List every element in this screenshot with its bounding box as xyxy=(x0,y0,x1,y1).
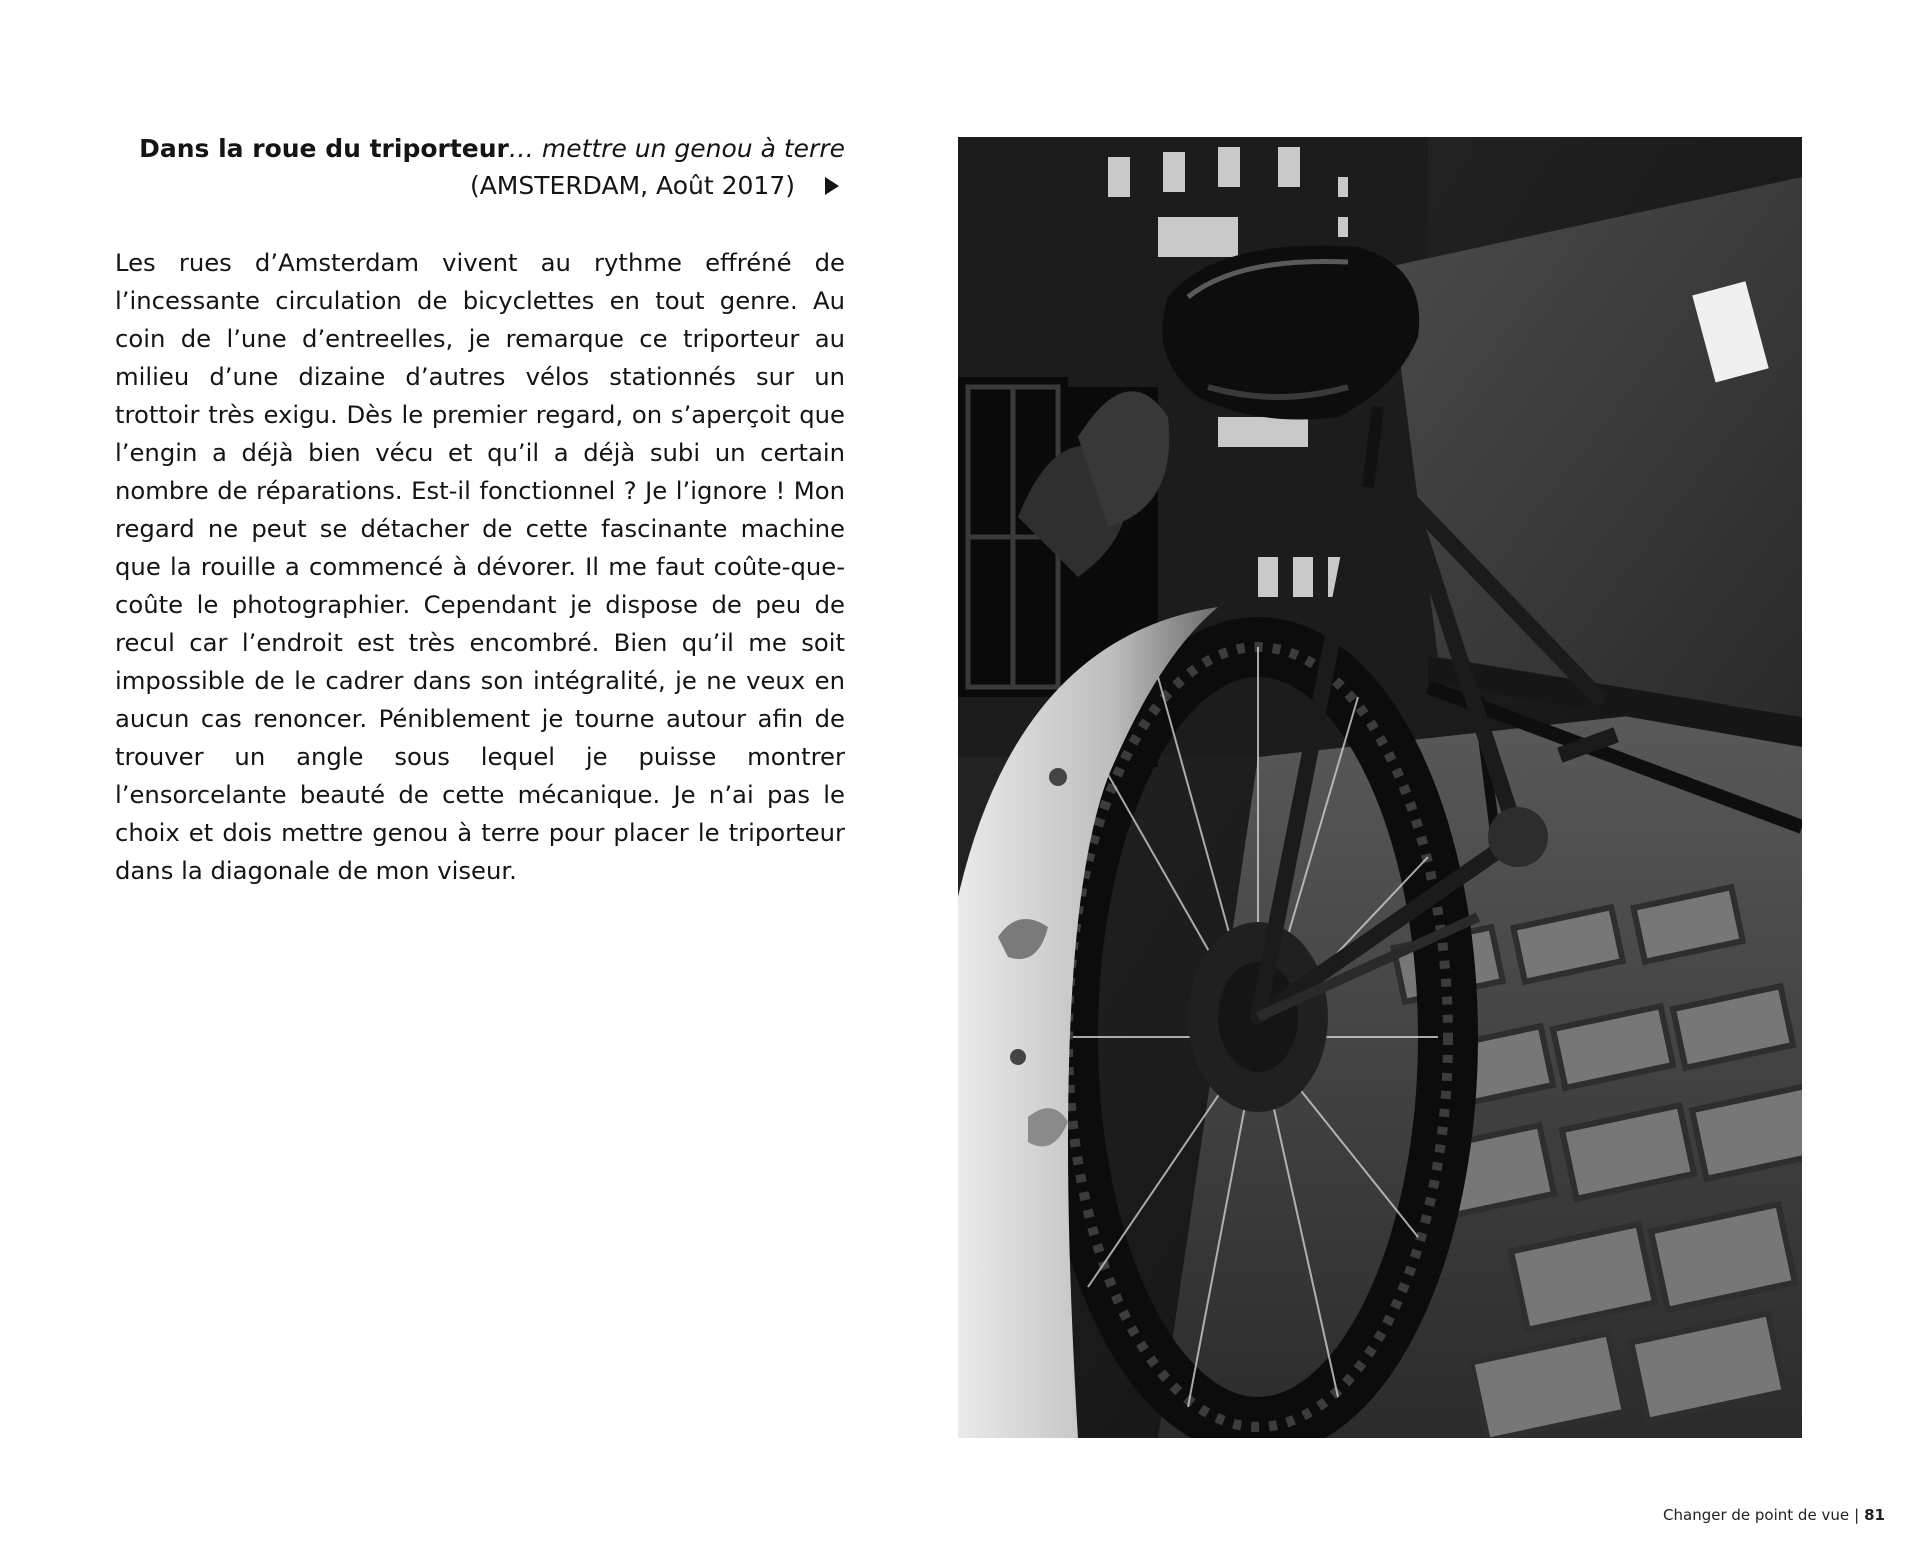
footer-separator: | xyxy=(1854,1506,1860,1524)
caption-dateline: (AMSTERDAM, Août 2017) xyxy=(469,171,795,200)
caption-title: Dans la roue du triporteur xyxy=(139,134,509,163)
bicycle-photograph xyxy=(958,137,1802,1438)
body-paragraph: Les rues d’Amsterdam vivent au rythme effréné de l’incessante circulation de bicyclettes en tout genre. Au coin de l’une d’entreelles, je remarque ce triporteur au milieu d’une dizaine d’autres vélos stationnés sur un trottoir très exigu. Dès le premier regard, on s’aperçoit que l’engin a déjà bien vécu et qu’il a déjà subi un certain nombre de réparations. Est-il fonctionnel ? Je l’ignore ! Mon regard ne peut se détacher de cette fascinante machine que la rouille a commencé à dévorer. Il me faut coûte-que-coûte le photographier. Cependant je dispose de peu de recul car l’endroit est très encombré. Bien qu’il me soit impossible de le cadrer dans son intégralité, je ne veux en aucun cas renoncer. Péniblement je tourne autour afin de trouver un angle sous lequel je puisse montrer l’ensorcelante beauté de cette mécanique. Je n’ai pas le choix et dois mettre genou à terre pour placer le triporteur dans la diagonale de mon viseur. xyxy=(115,248,845,885)
bicycle-photo-drawing xyxy=(958,137,1802,1438)
caption-dateline-line xyxy=(115,167,845,204)
footer-section-title: Changer de point de vue xyxy=(1663,1506,1850,1524)
caption-title-line xyxy=(115,130,845,167)
page-number: 81 xyxy=(1864,1506,1885,1524)
play-arrow-icon xyxy=(825,177,839,195)
photo-caption-heading xyxy=(115,130,845,204)
caption-subtitle: … mettre un genou à terre xyxy=(508,134,845,163)
page-footer xyxy=(1663,1505,1885,1525)
